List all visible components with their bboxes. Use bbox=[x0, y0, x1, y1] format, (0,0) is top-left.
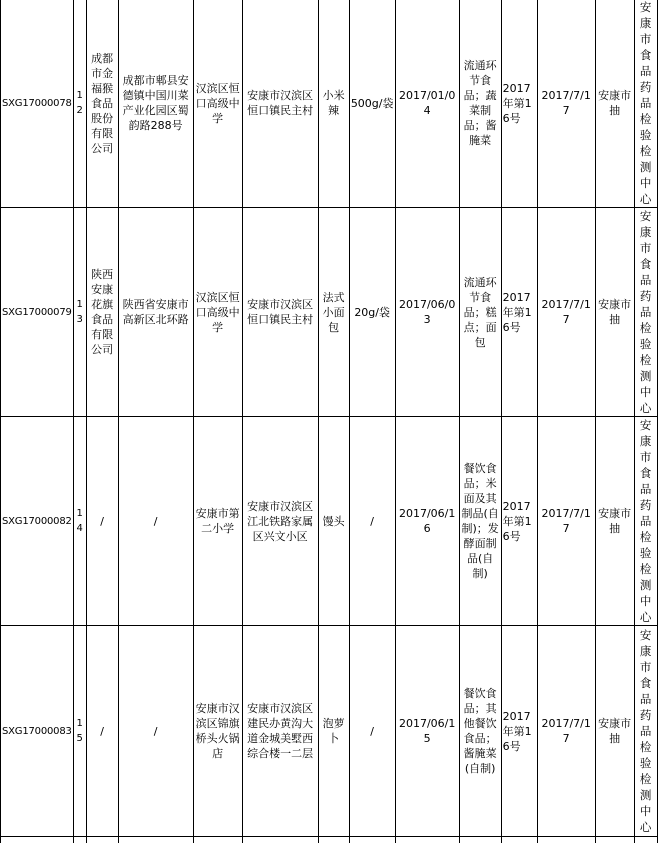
food-name-cell: 馒头 bbox=[318, 417, 349, 626]
testing-agency-cell: 安康市食品药品检验检测中心 bbox=[634, 626, 657, 837]
sampled-unit-cell: 汉滨区恒口高级中学 bbox=[193, 208, 242, 417]
sequence-cell: 14 bbox=[73, 417, 86, 626]
category-cell: 餐饮食品；其他餐饮食品；酱腌菜(自制) bbox=[459, 626, 501, 837]
spec-cell: 20g/袋 bbox=[349, 208, 395, 417]
production-date-cell: 2017/06/16 bbox=[395, 417, 459, 626]
producer-address-cell: 陕西省安康市高新区北环路 bbox=[118, 208, 193, 417]
sample-code-cell: SXG17000078 bbox=[1, 0, 74, 208]
notice-number-cell: 2017年第16号 bbox=[501, 0, 537, 208]
notice-number-cell: 2017年第16号 bbox=[501, 417, 537, 626]
producer-cell: 陕西安康花旗食品有限公司 bbox=[86, 208, 118, 417]
sampled-address-cell: 安康市汉滨区建民办黄沟大道金城美墅西综合楼一二层 bbox=[242, 626, 318, 837]
producer-address-cell: / bbox=[118, 417, 193, 626]
sample-code-cell: SXG17000079 bbox=[1, 208, 74, 417]
task-source-cell: 安康市抽 bbox=[595, 626, 634, 837]
sampled-unit-cell: 安康市汉滨区锦旗桥头火锅店 bbox=[193, 626, 242, 837]
category-cell: 餐饮食品；米面及其制品(自制)；发酵面制品(自制) bbox=[459, 417, 501, 626]
food-name-cell: 法式小面包 bbox=[318, 208, 349, 417]
food-name-cell: 泡萝卜 bbox=[318, 626, 349, 837]
table-row-partial bbox=[1, 837, 658, 843]
testing-agency-cell: 安康市食品药品检验检测中心 bbox=[634, 0, 657, 208]
task-source-cell: 安康市抽 bbox=[595, 417, 634, 626]
sampled-address-cell: 安康市汉滨区江北铁路家属区兴文小区 bbox=[242, 417, 318, 626]
sampled-address-cell: 安康市汉滨区恒口镇民主村 bbox=[242, 208, 318, 417]
publish-date-cell: 2017/7/17 bbox=[537, 626, 595, 837]
publish-date-cell: 2017/7/17 bbox=[537, 208, 595, 417]
spec-cell: / bbox=[349, 626, 395, 837]
producer-cell: 成都市金福猴食品股份有限公司 bbox=[86, 0, 118, 208]
table-row bbox=[1, 626, 658, 837]
category-cell: 流通环节食品；蔬菜制品；酱腌菜 bbox=[459, 0, 501, 208]
producer-address-cell: 成都市郫县安德镇中国川菜产业化园区蜀韵路288号 bbox=[118, 0, 193, 208]
sampled-unit-cell: 汉滨区恒口高级中学 bbox=[193, 0, 242, 208]
sample-code-cell: SXG17000083 bbox=[1, 626, 74, 837]
food-name-cell: 小米辣 bbox=[318, 0, 349, 208]
table-row bbox=[1, 417, 658, 626]
production-date-cell: 2017/01/04 bbox=[395, 0, 459, 208]
spec-cell: / bbox=[349, 417, 395, 626]
sampled-address-cell: 安康市汉滨区恒口镇民主村 bbox=[242, 0, 318, 208]
sample-code-cell: SXG17000082 bbox=[1, 417, 74, 626]
notice-number-cell: 2017年第16号 bbox=[501, 626, 537, 837]
task-source-cell: 安康市抽 bbox=[595, 0, 634, 208]
testing-agency-cell: 安康市食品药品检验检测中心 bbox=[634, 417, 657, 626]
production-date-cell: 2017/06/15 bbox=[395, 626, 459, 837]
table-row bbox=[1, 0, 658, 208]
publish-date-cell: 2017/7/17 bbox=[537, 0, 595, 208]
spec-cell: 500g/袋 bbox=[349, 0, 395, 208]
sampled-unit-cell: 安康市第二小学 bbox=[193, 417, 242, 626]
sequence-cell: 12 bbox=[73, 0, 86, 208]
sequence-cell: 15 bbox=[73, 626, 86, 837]
producer-cell: / bbox=[86, 417, 118, 626]
testing-agency-cell: 安康市食品药品检验检测中心 bbox=[634, 208, 657, 417]
notice-number-cell: 2017年第16号 bbox=[501, 208, 537, 417]
category-cell: 流通环节食品；糕点；面包 bbox=[459, 208, 501, 417]
producer-cell: / bbox=[86, 626, 118, 837]
task-source-cell: 安康市抽 bbox=[595, 208, 634, 417]
producer-address-cell: / bbox=[118, 626, 193, 837]
publish-date-cell: 2017/7/17 bbox=[537, 417, 595, 626]
production-date-cell: 2017/06/03 bbox=[395, 208, 459, 417]
sequence-cell: 13 bbox=[73, 208, 86, 417]
table-row bbox=[1, 208, 658, 417]
